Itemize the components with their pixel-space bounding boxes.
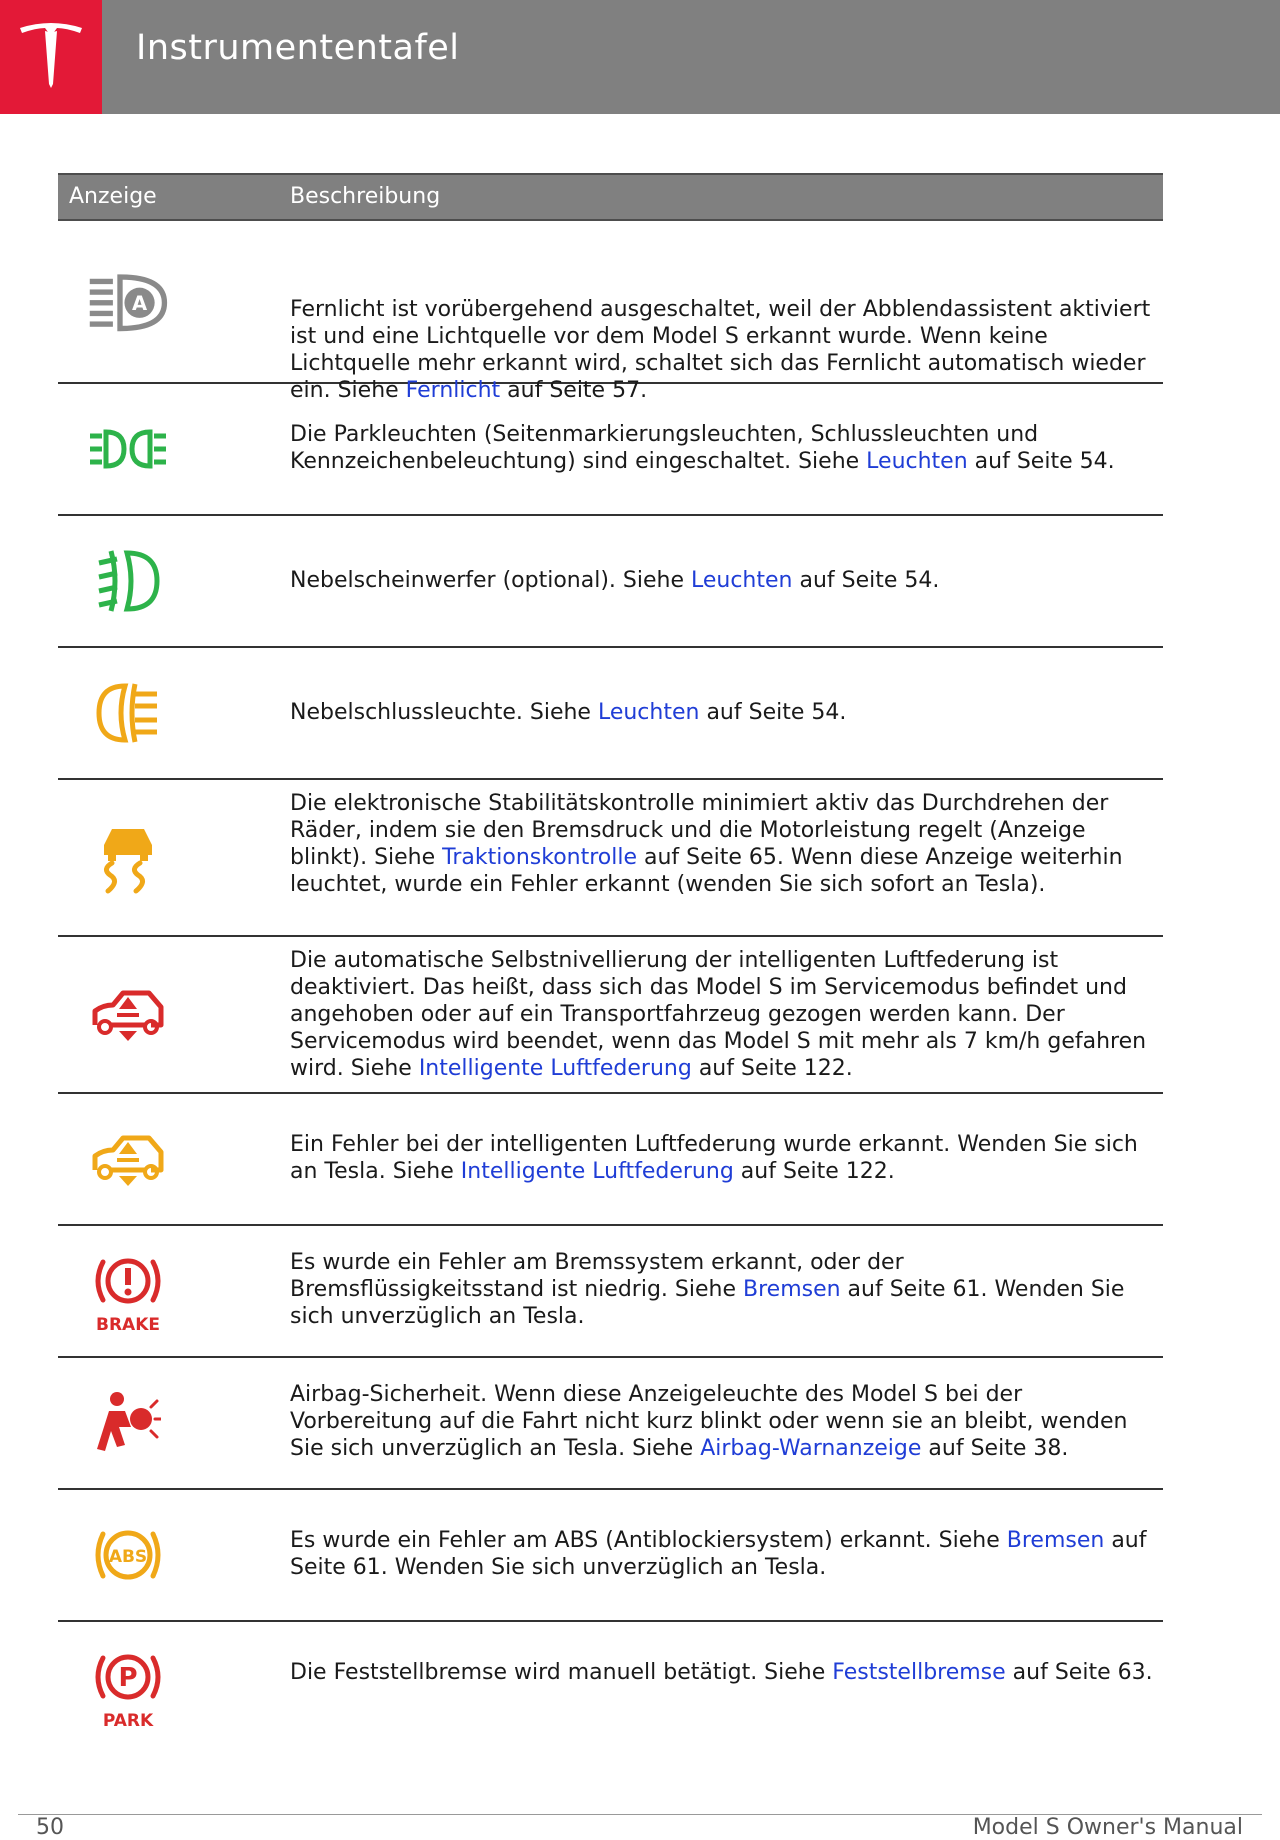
indicator-description: Die Parkleuchten (Seitenmarkierungsleuchten, Schlussleuchten und Kennzeichenbeleuchtung) sind eingeschaltet. Siehe Leuchten auf Seite 54.: [290, 422, 1115, 474]
indicator-description: Es wurde ein Fehler am Bremssystem erkannt, oder der Bremsflüssigkeitsstand ist niedrig. Siehe Bremsen auf Seite 61. Wenden Sie sich unverzüglich an Tesla.: [290, 1250, 1125, 1329]
table-row: [58, 937, 1163, 1094]
indicator-description: Die elektronische Stabilitätskontrolle minimiert aktiv das Durchdrehen der Räder, indem sie den Bremsdruck und die Motorleistung regelt (Anzeige blinkt). Siehe Traktionskontrolle auf Seite 65. Wenn diese Anzeige weiterhin leuchtet, wurde ein Fehler erkannt (wenden Sie sich sofort an Tesla).: [290, 791, 1123, 897]
link-intelligente-luftfederung[interactable]: Intelligente Luftfederung: [418, 1056, 692, 1081]
link-intelligente-luftfederung[interactable]: Intelligente Luftfederung: [460, 1159, 734, 1184]
tesla-logo: [0, 0, 102, 114]
column-header-description: Beschreibung: [290, 184, 441, 209]
indicator-description: Ein Fehler bei der intelligenten Luftfederung wurde erkannt. Wenden Sie sich an Tesla. Siehe Intelligente Luftfederung auf Seite 122.: [290, 1132, 1138, 1184]
table-row: [58, 1490, 1163, 1622]
tesla-logo-icon: [16, 14, 86, 94]
front-fog-light-icon: [88, 546, 168, 616]
park-icon-label: PARK: [102, 1711, 154, 1731]
page-header: [0, 0, 1280, 114]
abs-icon-label: ABS: [108, 1547, 148, 1567]
page-number: 50: [36, 1815, 64, 1840]
indicator-description: Die Feststellbremse wird manuell betätigt. Siehe Feststellbremse auf Seite 63.: [290, 1660, 1153, 1685]
link-leuchten[interactable]: Leuchten: [597, 700, 700, 725]
link-bremsen[interactable]: Bremsen: [743, 1277, 841, 1302]
link-leuchten[interactable]: Leuchten: [690, 568, 793, 593]
table-row: [58, 221, 1163, 403]
link-airbag-warnanzeige[interactable]: Airbag-Warnanzeige: [700, 1436, 922, 1461]
table-row: [58, 384, 1163, 516]
indicator-description: Die automatische Selbstnivellierung der intelligenten Luftfederung ist deaktiviert. Das heißt, dass sich das Model S im Servicemodus befindet und angehoben oder auf ein Transportfahrzeug gezogen werden kann. Der Servicemodus wird beendet, wenn das Model S mit mehr als 7 km/h gefahren wird. Siehe Intelligente Luftfederung auf Seite 122.: [290, 948, 1147, 1081]
link-leuchten[interactable]: Leuchten: [866, 449, 968, 474]
link-bremsen[interactable]: Bremsen: [1006, 1528, 1105, 1553]
table-row: [58, 1622, 1163, 1754]
link-fernlicht[interactable]: Fernlicht: [405, 378, 501, 403]
link-feststellbremse[interactable]: Feststellbremse: [832, 1660, 1006, 1685]
air-suspension-fault-icon: [88, 1132, 168, 1188]
indicator-description: Fernlicht ist vorübergehend ausgeschaltet, weil der Abblendassistent aktiviert ist und eine Lichtquelle vor dem Model S erkannt wurde. Wenn keine Lichtquelle mehr erkannt wird, schaltet sich das Fernlicht automatisch wieder ein. Siehe Fernlicht auf Seite 57.: [290, 297, 1151, 403]
indicator-description: Nebelschlussleuchte. Siehe Leuchten auf Seite 54.: [290, 700, 847, 725]
indicator-description: Airbag-Sicherheit. Wenn diese Anzeigeleuchte des Model S bei der Vorbereitung auf die Fahrt nicht kurz blinkt oder wenn sie an bleibt, wenden Sie sich unverzüglich an Tesla. Siehe Airbag-Warnanzeige auf Seite 38.: [290, 1382, 1128, 1461]
indicator-description: Es wurde ein Fehler am ABS (Antiblockiersystem) erkannt. Siehe Bremsen auf Seite 61. Wenden Sie sich unverzüglich an Tesla.: [290, 1528, 1147, 1580]
indicator-description: Nebelscheinwerfer (optional). Siehe Leuchten auf Seite 54.: [290, 568, 940, 593]
manual-title: Model S Owner's Manual: [972, 1815, 1243, 1840]
table-row: [58, 648, 1163, 780]
brake-warning-icon: [88, 1248, 168, 1338]
table-header: [58, 173, 1163, 221]
brake-icon-label: BRAKE: [96, 1315, 160, 1335]
abs-warning-icon: [88, 1522, 168, 1588]
link-traktionskontrolle[interactable]: Traktionskontrolle: [442, 845, 637, 870]
parking-brake-letter: P: [118, 1663, 138, 1693]
table-row: [58, 1226, 1163, 1358]
column-header-indicator: Anzeige: [69, 184, 157, 209]
table-row: [58, 1094, 1163, 1226]
auto-high-beam-letter: A: [131, 291, 148, 315]
table-row: [58, 516, 1163, 648]
page-title: Instrumententafel: [136, 28, 460, 68]
parking-lights-icon: [88, 424, 168, 474]
indicator-table: [58, 173, 1163, 1754]
parking-brake-icon: [88, 1644, 168, 1734]
auto-high-beam-off-icon: [88, 266, 168, 336]
stability-control-icon: [88, 825, 168, 895]
air-suspension-service-icon: [88, 987, 168, 1043]
table-row: [58, 780, 1163, 937]
rear-fog-light-icon: [88, 680, 168, 746]
airbag-warning-icon: [88, 1388, 168, 1456]
table-row: [58, 1358, 1163, 1490]
